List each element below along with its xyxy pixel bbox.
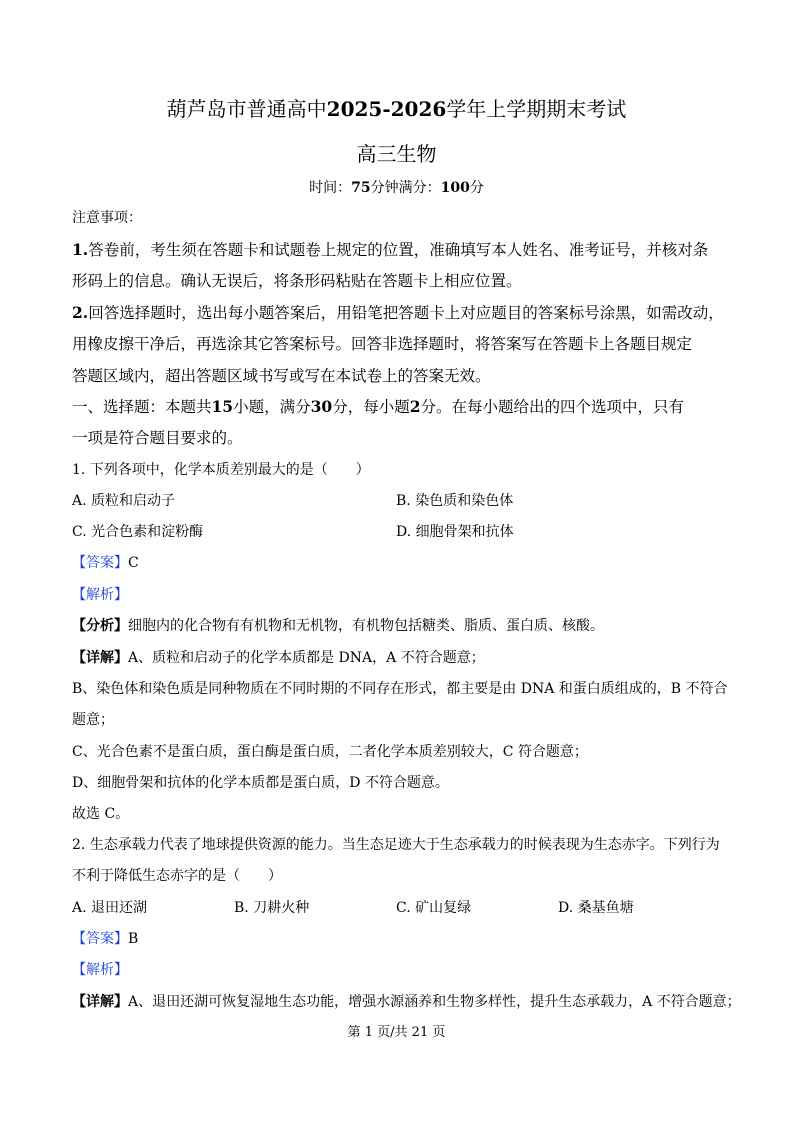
time-value: 75 — [351, 180, 371, 196]
q1-answer-tag: 【答案】 — [72, 555, 128, 571]
q1-conclusion: 故选 C。 — [72, 806, 130, 822]
q1-stem: 1. 下列各项中，化学本质差别最大的是（ ） — [72, 462, 370, 478]
section-text-3: 分，每小题 — [332, 398, 410, 416]
section-text-2: 小题，满分 — [233, 398, 311, 416]
q1-detail-a — [72, 648, 485, 668]
q1-answer-value: C — [128, 555, 139, 571]
score-value: 100 — [440, 180, 470, 196]
notice-item-2-number: 2. — [72, 303, 89, 322]
time-label: 时间： — [309, 180, 352, 196]
q2-detail-a-text: A、退田还湖可恢复湿地生态功能，增强水源涵养和生物多样性，提升生态承载力，A 不符合题意； — [128, 994, 741, 1010]
q2-option-b: B. 刀耕火种 — [234, 900, 310, 916]
exam-title-years: 2025-2026 — [326, 97, 447, 121]
q2-answer — [72, 929, 138, 949]
section-question-count: 15 — [211, 397, 234, 416]
q1-detail-tag: 【详解】 — [72, 650, 128, 666]
exam-subject: 高三生物 — [356, 142, 437, 166]
exam-title-prefix: 葫芦岛市普通高中 — [166, 97, 327, 121]
exam-time-score — [0, 178, 793, 198]
q1-detail-a-text: A、质粒和启动子的化学本质都是 DNA，A 不符合题意； — [128, 650, 485, 666]
q1-fenxi — [72, 616, 604, 636]
q2-option-a: A. 退田还湖 — [72, 900, 148, 916]
notice-item-1-line-2: 形码上的信息。确认无误后，将条形码粘贴在答题卡上相应位置。 — [72, 272, 522, 290]
q1-option-b: B. 染色质和染色体 — [396, 493, 514, 509]
page-number: 第 1 页/共 21 页 — [347, 1025, 446, 1040]
q2-answer-value: B — [128, 931, 139, 947]
q1-detail-c: C、光合色素不是蛋白质，蛋白酶是蛋白质，二者化学本质差别较大，C 符合题意； — [72, 744, 588, 760]
section-heading-line-2: 一项是符合题目要求的。 — [72, 429, 243, 447]
q1-analysis-tag: 【解析】 — [72, 587, 128, 603]
q1-detail-d: D、细胞骨架和抗体的化学本质都是蛋白质，D 不符合题意。 — [72, 775, 449, 791]
q1-fenxi-text: 细胞内的化合物有有机物和无机物，有机物包括糖类、脂质、蛋白质、核酸。 — [128, 618, 604, 634]
q2-detail-a — [72, 992, 741, 1012]
notice-item-1-number: 1. — [72, 240, 89, 259]
notice-item-2-line-3: 答题区域内，超出答题区域书写或写在本试卷上的答案无效。 — [72, 367, 491, 385]
q2-stem-line-1: 2. 生态承载力代表了地球提供资源的能力。当生态足迹大于生态承载力的时候表现为生态赤字。下列行为 — [72, 837, 720, 853]
notice-item-1-text: 答卷前，考生须在答题卡和试题卷上规定的位置，准确填写本人姓名、准考证号，并核对条 — [88, 241, 709, 259]
q1-answer — [72, 553, 139, 573]
q2-option-c: C. 矿山复绿 — [396, 900, 472, 916]
section-each-score: 2 — [409, 397, 421, 416]
section-heading-line-1 — [72, 397, 684, 417]
q2-answer-tag: 【答案】 — [72, 931, 128, 947]
q1-detail-b-line-2: 题意； — [72, 712, 114, 728]
q2-analysis-tag: 【解析】 — [72, 962, 128, 978]
q1-option-c: C. 光合色素和淀粉酶 — [72, 524, 204, 540]
notice-item-1-line-1 — [72, 240, 708, 260]
notice-item-2-line-1 — [72, 303, 724, 323]
q2-detail-tag: 【详解】 — [72, 994, 128, 1010]
q1-fenxi-tag: 【分析】 — [72, 618, 128, 634]
q1-option-a: A. 质粒和启动子 — [72, 493, 176, 509]
section-total-score: 30 — [310, 397, 333, 416]
section-text-1: 一、选择题：本题共 — [72, 398, 212, 416]
section-text-4: 分。在每小题给出的四个选项中，只有 — [420, 398, 685, 416]
q1-detail-b-line-1: B、染色体和染色质是同种物质在不同时期的不同存在形式，都主要是由 DNA 和蛋白质组成的，B 不符合 — [72, 681, 728, 697]
q2-option-d: D. 桑基鱼塘 — [558, 900, 634, 916]
notice-item-2-text: 回答选择题时，选出每小题答案后，用铅笔把答题卡上对应题目的答案标号涂黑，如需改动， — [88, 304, 724, 322]
notice-item-2-line-2: 用橡皮擦干净后，再选涂其它答案标号。回答非选择题时，将答案写在答题卡上各题目规定 — [72, 335, 693, 353]
time-unit-score-label: 分钟满分： — [370, 180, 441, 196]
score-unit: 分 — [469, 180, 484, 196]
exam-title-suffix: 学年上学期期末考试 — [446, 97, 627, 121]
notice-heading: 注意事项： — [72, 210, 142, 226]
exam-title — [0, 94, 793, 124]
q2-stem-line-2: 不利于降低生态赤字的是（ ） — [72, 868, 282, 884]
q1-option-d: D. 细胞骨架和抗体 — [396, 524, 514, 540]
